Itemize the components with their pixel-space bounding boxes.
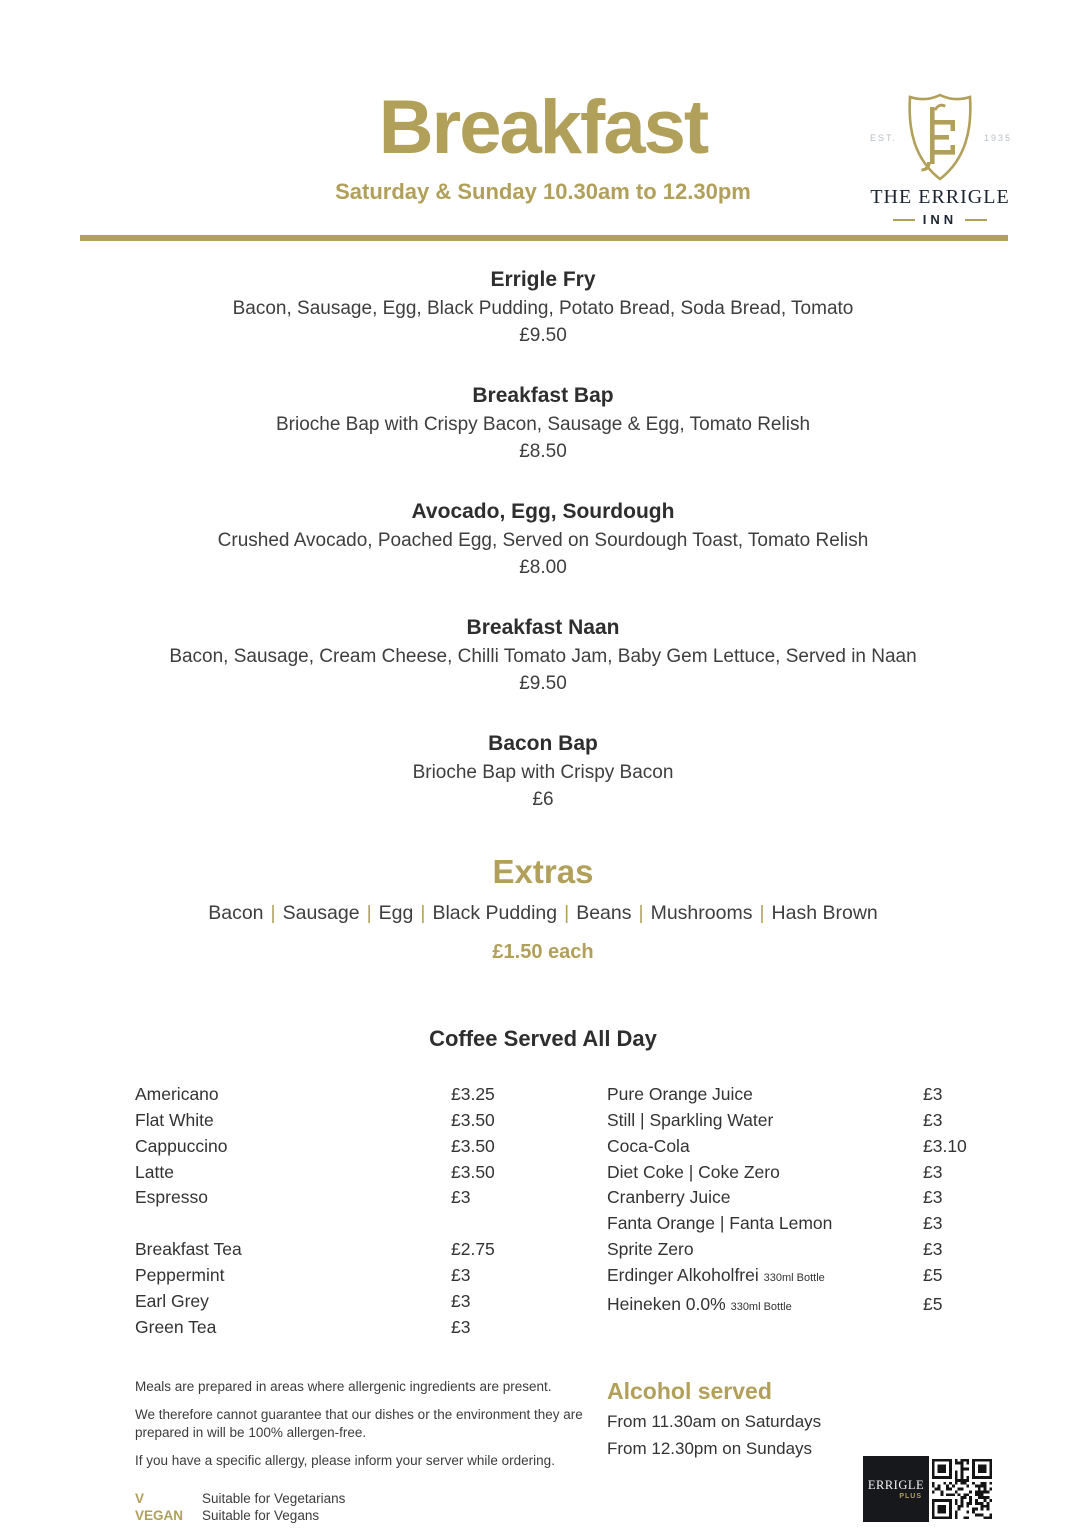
extras-item: Bacon — [208, 902, 264, 925]
qr-code — [929, 1456, 995, 1522]
menu-dish — [0, 616, 1086, 696]
drink-price: £3.10 — [923, 1135, 967, 1156]
dish-name: Breakfast Bap — [472, 384, 614, 408]
drink-row — [135, 1108, 607, 1134]
extras-separator: | — [638, 902, 644, 925]
drink-row — [135, 1315, 607, 1341]
menu-header — [0, 0, 1086, 227]
gold-divider — [80, 235, 1008, 241]
alcohol-line-sunday: From 12.30pm on Sundays — [607, 1439, 813, 1459]
drink-price: £3.50 — [451, 1135, 495, 1156]
diet-legend — [135, 1490, 607, 1525]
drink-row — [135, 1289, 607, 1315]
logo-dash-left — [893, 219, 915, 221]
dish-name: Bacon Bap — [488, 732, 598, 756]
drinks-group — [135, 1082, 607, 1211]
errigle-plus-badge-row — [863, 1456, 995, 1522]
extras-items — [0, 900, 1086, 926]
drink-name: Earl Grey — [135, 1290, 209, 1311]
drink-name: Diet Coke | Coke Zero — [607, 1161, 780, 1182]
drink-price: £3.50 — [451, 1109, 495, 1130]
drink-name: Coca-Cola — [607, 1135, 690, 1156]
allergen-note: We therefore cannot guarantee that our dishes or the environment they are prepared in will be 100% allergen-free. — [135, 1407, 583, 1440]
menu-dish — [0, 384, 1086, 464]
drink-name: Heineken 0.0% 330ml Bottle — [607, 1293, 792, 1314]
drink-price: £3 — [923, 1084, 943, 1105]
extras-item: Beans — [576, 902, 632, 925]
drinks-column-left — [135, 1082, 607, 1340]
extras-separator: | — [366, 902, 372, 925]
drink-row — [607, 1263, 1006, 1292]
drink-row — [135, 1185, 607, 1211]
drinks-list — [135, 1082, 1006, 1340]
drink-name: Cappuccino — [135, 1135, 228, 1156]
dish-name: Avocado, Egg, Sourdough — [411, 500, 675, 524]
drink-name: Green Tea — [135, 1316, 217, 1337]
logo-est-label: EST. — [870, 133, 898, 143]
legend-row — [135, 1490, 607, 1508]
logo-inn-label: INN — [922, 212, 958, 227]
drink-name: Still | Sparkling Water — [607, 1109, 774, 1130]
drink-name: Latte — [135, 1161, 174, 1182]
dish-price: £9.50 — [519, 673, 567, 695]
legend-row — [135, 1507, 607, 1525]
drink-price: £3 — [451, 1316, 471, 1337]
drink-price: £3 — [451, 1264, 471, 1285]
dish-price: £8.00 — [519, 557, 567, 579]
extras-separator: | — [759, 902, 765, 925]
extras-item: Egg — [378, 902, 414, 925]
extras-separator: | — [420, 902, 426, 925]
menu-footer — [135, 1378, 1006, 1524]
drink-row — [607, 1134, 1006, 1160]
dish-price: £8.50 — [519, 441, 567, 463]
allergen-note: If you have a specific allergy, please inform your server while ordering. — [135, 1452, 555, 1468]
allergen-notes — [135, 1378, 607, 1469]
drinks-group — [135, 1237, 607, 1340]
drinks-group — [607, 1082, 1006, 1320]
drink-row — [607, 1082, 1006, 1108]
drink-row — [135, 1134, 607, 1160]
drink-name: Espresso — [135, 1187, 208, 1208]
drink-name: Sprite Zero — [607, 1238, 694, 1259]
drink-row — [607, 1160, 1006, 1186]
drink-price: £3 — [923, 1238, 943, 1259]
serving-times: Saturday & Sunday 10.30am to 12.30pm — [335, 179, 751, 205]
drink-name: Breakfast Tea — [135, 1239, 242, 1260]
menu-dish — [0, 500, 1086, 580]
drink-name: Cranberry Juice — [607, 1187, 731, 1208]
footer-left — [135, 1378, 607, 1524]
drink-name: Erdinger Alkoholfrei 330ml Bottle — [607, 1264, 825, 1285]
extras-item: Black Pudding — [432, 902, 558, 925]
badge-brand-label: ERRIGLE — [867, 1478, 925, 1493]
drink-price: £5 — [923, 1264, 943, 1285]
extras-price: £1.50 each — [492, 941, 594, 964]
drink-row — [607, 1185, 1006, 1211]
alcohol-served-title: Alcohol served — [607, 1378, 772, 1405]
drinks-title: Coffee Served All Day — [429, 1026, 657, 1052]
badge-plus-label: PLUS — [899, 1493, 922, 1501]
drink-name: Pure Orange Juice — [607, 1084, 753, 1105]
drink-price: £3 — [923, 1161, 943, 1182]
drink-price: £3 — [923, 1187, 943, 1208]
extras-title: Extras — [492, 853, 594, 891]
dish-price: £6 — [532, 789, 554, 811]
dish-name: Errigle Fry — [490, 268, 596, 292]
menu-dish — [0, 732, 1086, 812]
drink-price: £3.50 — [451, 1161, 495, 1182]
drink-price: £5 — [923, 1293, 943, 1314]
drink-row — [607, 1237, 1006, 1263]
drinks-column-right — [607, 1082, 1006, 1340]
monogram-ef — [922, 104, 956, 172]
dish-price: £9.50 — [519, 325, 567, 347]
extras-item: Hash Brown — [771, 902, 878, 925]
drink-row — [135, 1263, 607, 1289]
drink-size-note: 330ml Bottle — [730, 1300, 792, 1313]
drink-price: £2.75 — [451, 1239, 495, 1260]
dish-description: Brioche Bap with Crispy Bacon — [412, 762, 674, 784]
extras-separator: | — [564, 902, 570, 925]
errigle-plus-badge — [863, 1456, 929, 1522]
dish-description: Bacon, Sausage, Cream Cheese, Chilli Tomato Jam, Baby Gem Lettuce, Served in Naan — [169, 646, 917, 668]
logo-inn-row — [862, 212, 1018, 227]
extras-section — [0, 854, 1086, 964]
logo-dash-right — [965, 219, 987, 221]
logo-year-label: 1935 — [984, 133, 1013, 143]
dish-name: Breakfast Naan — [466, 616, 620, 640]
legend-label: Suitable for Vegans — [202, 1508, 320, 1524]
drink-row — [607, 1292, 1006, 1321]
extras-item: Sausage — [282, 902, 360, 925]
extras-separator: | — [270, 902, 276, 925]
dish-description: Crushed Avocado, Poached Egg, Served on Sourdough Toast, Tomato Relish — [217, 530, 869, 552]
drink-row — [135, 1160, 607, 1186]
drink-name: Fanta Orange | Fanta Lemon — [607, 1213, 833, 1234]
menu-dish — [0, 268, 1086, 348]
drink-price: £3.25 — [451, 1084, 495, 1105]
drink-price: £3 — [923, 1109, 943, 1130]
allergen-note: Meals are prepared in areas where allergenic ingredients are present. — [135, 1379, 552, 1395]
drink-name: Peppermint — [135, 1264, 225, 1285]
legend-label: Suitable for Vegetarians — [202, 1490, 346, 1506]
drink-price: £3 — [451, 1290, 471, 1311]
drink-size-note: 330ml Bottle — [763, 1271, 825, 1284]
extras-item: Mushrooms — [650, 902, 753, 925]
drink-row — [135, 1237, 607, 1263]
drink-name: Americano — [135, 1084, 219, 1105]
drink-price: £3 — [923, 1213, 943, 1234]
dish-description: Brioche Bap with Crispy Bacon, Sausage & Egg, Tomato Relish — [275, 414, 811, 436]
shield-crest-icon — [862, 88, 1018, 184]
logo-wordmark: THE ERRIGLE — [870, 186, 1010, 208]
footer-right — [607, 1378, 1006, 1524]
drink-price: £3 — [451, 1187, 471, 1208]
drink-row — [607, 1211, 1006, 1237]
dish-description: Bacon, Sausage, Egg, Black Pudding, Potato Bread, Soda Bread, Tomato — [232, 298, 854, 320]
page-title: Breakfast — [378, 85, 708, 170]
legend-key: VEGAN — [135, 1508, 184, 1524]
drink-row — [607, 1108, 1006, 1134]
legend-key: V — [135, 1490, 145, 1506]
errigle-inn-logo — [862, 88, 1018, 227]
dish-list — [0, 268, 1086, 812]
alcohol-line-saturday: From 11.30am on Saturdays — [607, 1412, 822, 1432]
drink-row — [135, 1082, 607, 1108]
drink-name: Flat White — [135, 1109, 214, 1130]
